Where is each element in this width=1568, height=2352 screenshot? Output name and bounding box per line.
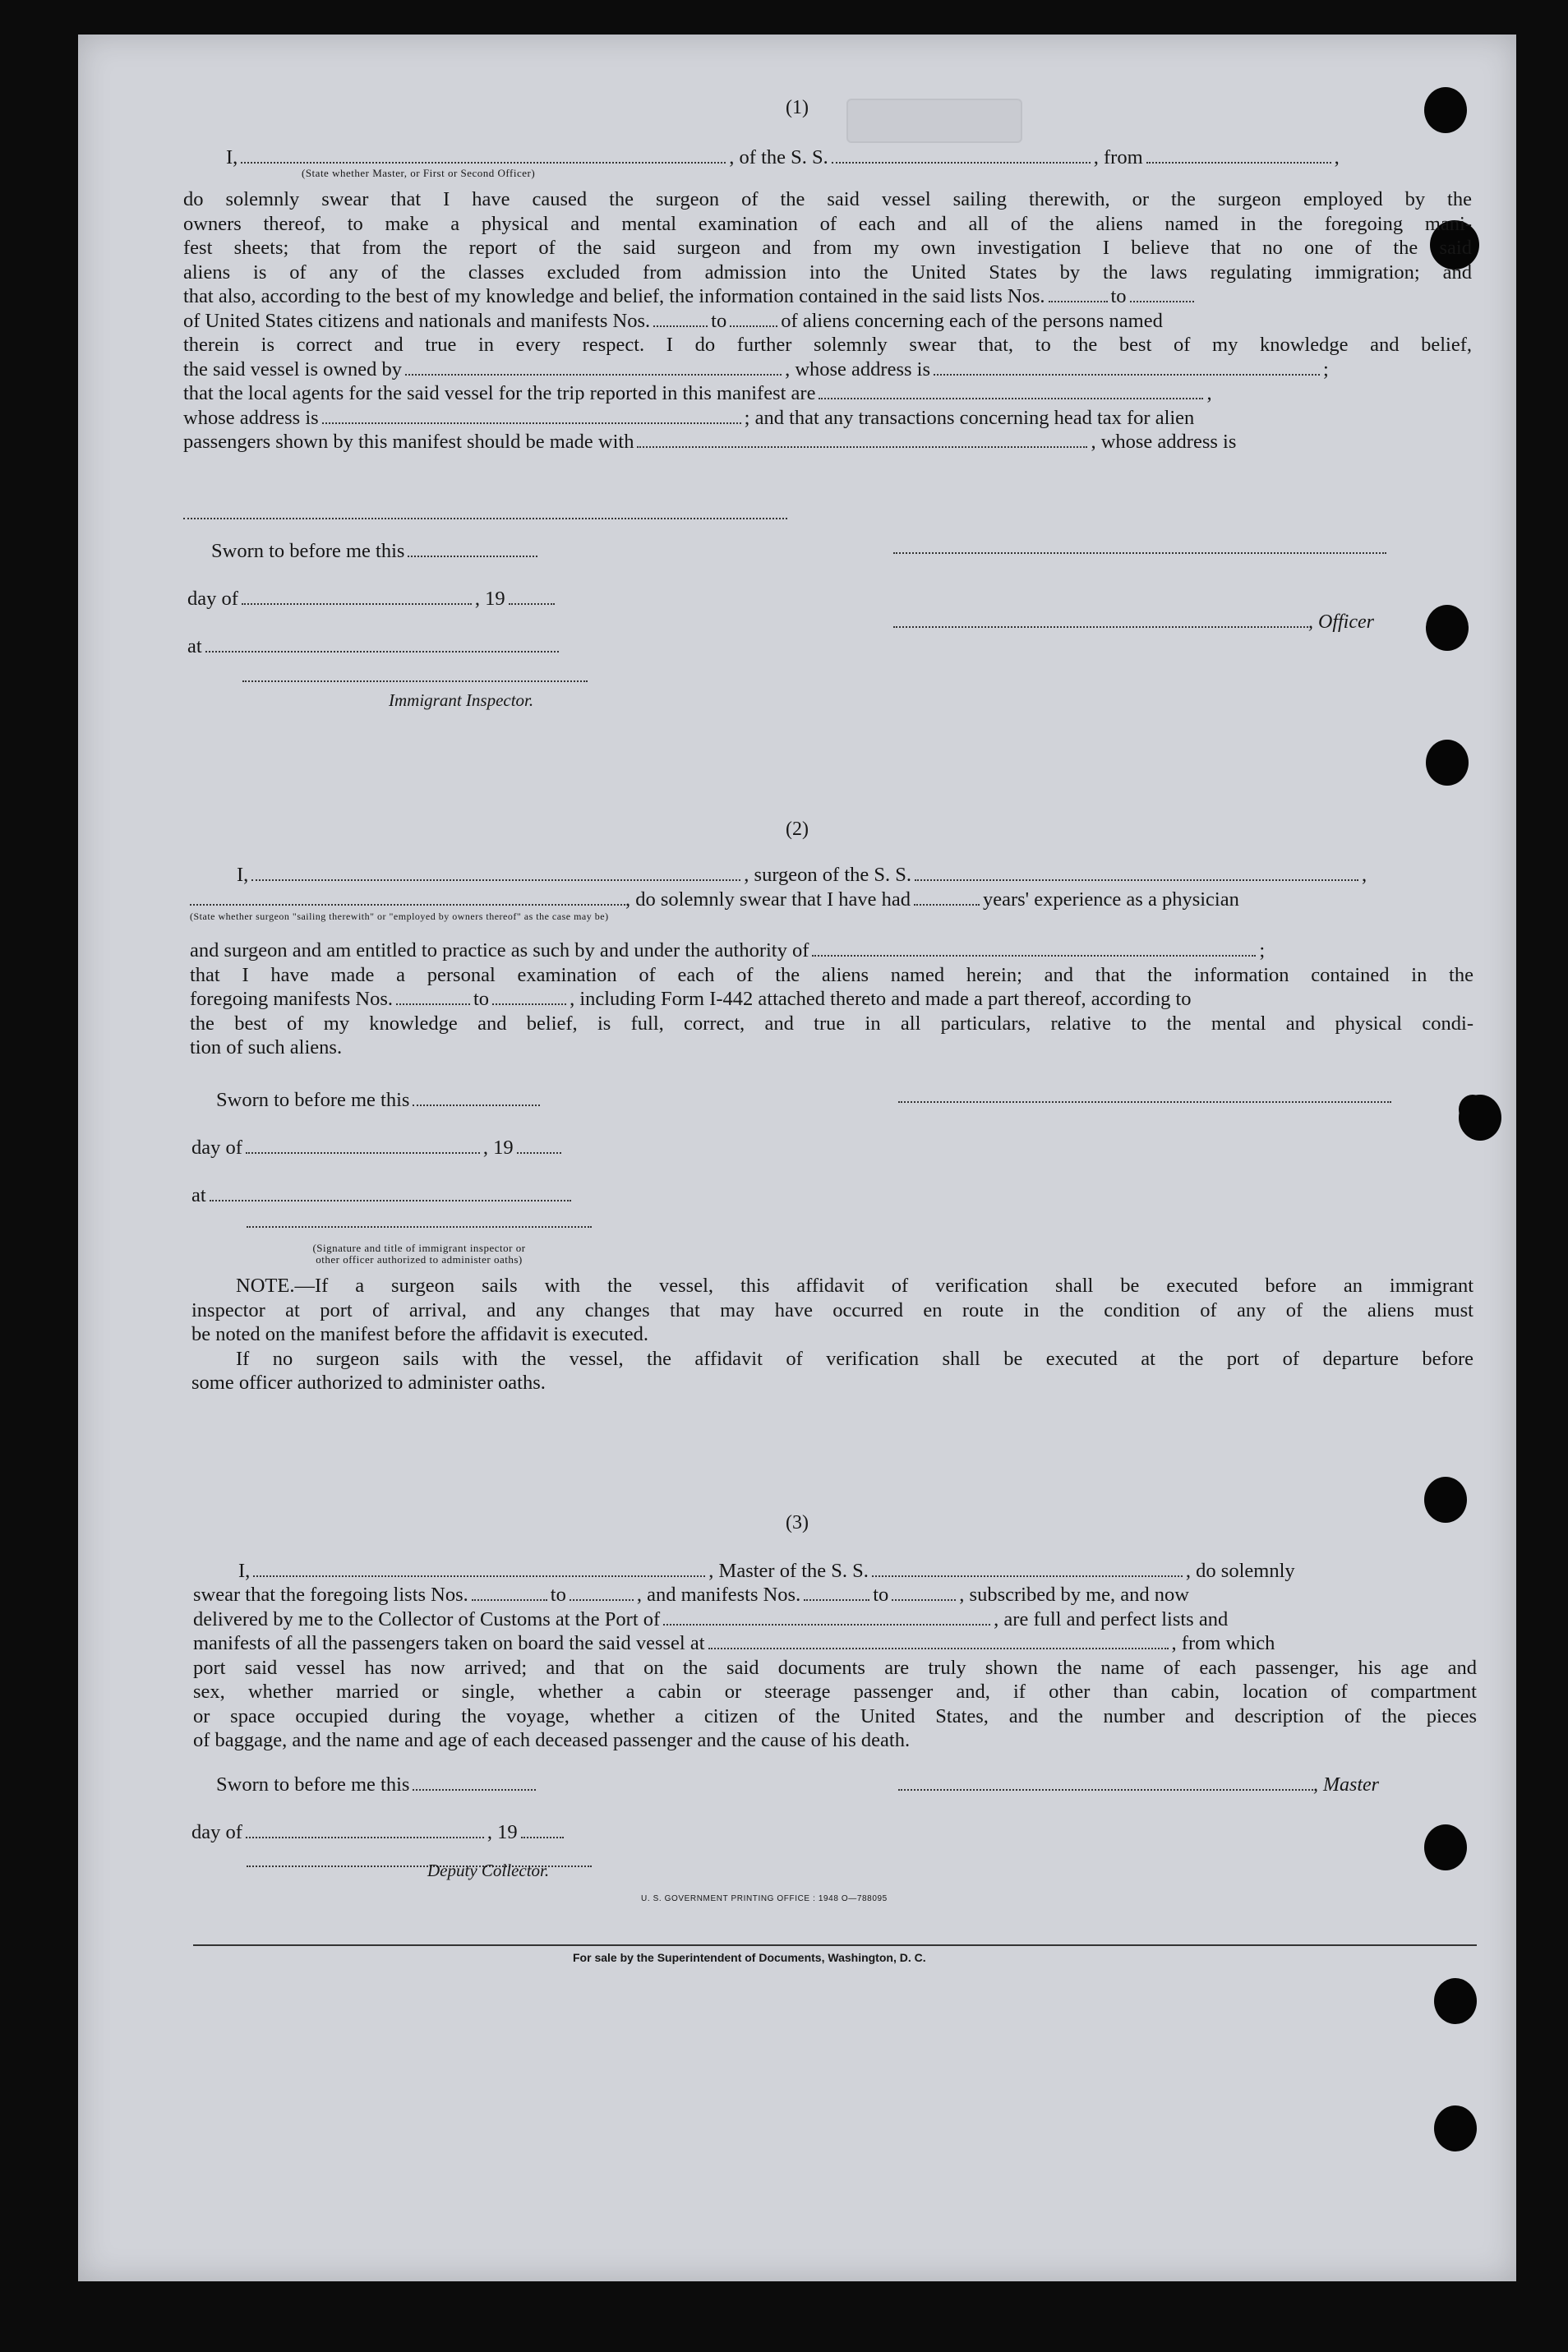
s3-day: day of , 19 — [191, 1820, 567, 1844]
s2-text-line: tion of such aliens. — [190, 1036, 343, 1058]
punch-hole — [1426, 740, 1469, 786]
note-line: inspector at port of arrival, and any changes that may have occurred en route in the condition of any of the aliens must — [191, 1298, 1473, 1321]
s1-text-line: that the local agents for the said vessel for the trip reported in this manifest are , — [183, 382, 1212, 404]
s1-text-line: passengers shown by this manifest should be made with , whose address is — [183, 431, 1237, 453]
s3-text-line: port said vessel has now arrived; and that on the said documents are truly shown the name of each passenger, his age and — [193, 1656, 1477, 1679]
s2-text-line: the best of my knowledge and belief, is full, correct, and true in all particulars, relative to the mental and physical condi- — [190, 1012, 1473, 1035]
s2-text-line: foregoing manifests Nos. to , including Form I-442 attached thereto and made a part thereof, according to — [190, 988, 1192, 1010]
s2-text-line: and surgeon and am entitled to practice as such by and under the authority of ; — [190, 939, 1266, 962]
s3-text-line: delivered by me to the Collector of Customs at the Port of , are full and perfect lists and — [193, 1607, 1229, 1630]
s3-collector: Deputy Collector. — [427, 1861, 550, 1880]
s1-text-line: therein is correct and true in every respect. I do further solemnly swear that, to the best of my knowledge and belief, — [183, 334, 1472, 356]
s1-line-1: I, , of the S. S. , from , — [226, 146, 1340, 168]
footer-rule — [193, 1944, 1477, 1946]
s1-text-line: aliens is of any of the classes excluded from admission into the United States by the laws regulating immigration; and — [183, 261, 1472, 284]
form-page — [78, 35, 1516, 2281]
s3-text-line: manifests of all the passengers taken on board the said vessel at , from which — [193, 1632, 1275, 1654]
s1-text-line: whose address is ; and that any transactions concerning head tax for alien — [183, 406, 1195, 429]
note-line: some officer authorized to administer oaths. — [191, 1372, 546, 1394]
s2-surgeon-note: (State whether surgeon "sailing therewith" or "employed by owners thereof" as the case may be) — [190, 911, 609, 922]
s1-text-line: of United States citizens and nationals and manifests Nos. to of aliens concerning each of the persons named — [183, 309, 1163, 332]
s1-text-line: the said vessel is owned by , whose address is ; — [183, 357, 1329, 380]
s2-sworn: Sworn to before me this — [216, 1088, 543, 1112]
s2-paragraph — [190, 938, 1473, 1060]
punch-hole — [1434, 1978, 1477, 2024]
s1-inspector-line — [242, 666, 588, 686]
s1-text-line: owners thereof, to make a physical and mental examination of each and all of the aliens named in the foregoing mani- — [183, 212, 1472, 235]
section-2-number: (2) — [786, 819, 809, 840]
section-1-number: (1) — [786, 97, 809, 118]
s2-signature-note: (Signature and title of immigrant inspector or other officer authorized to administer oaths) — [312, 1242, 526, 1266]
s2-text-line: that I have made a personal examination of each of the aliens named herein; and that the information contained in the — [190, 963, 1473, 986]
s3-text-line: swear that the foregoing lists Nos. to , and manifests Nos. to , subscribed by me, and now — [193, 1584, 1189, 1606]
s1-text-line: fest sheets; that from the report of the said surgeon and from my own investigation I believe that no one of the said — [183, 237, 1472, 259]
s1-text-line: that also, according to the best of my knowledge and belief, the information contained in the said lists Nos. to — [183, 284, 1472, 309]
s1-address-line — [183, 503, 787, 523]
s3-line-1: I, , Master of the S. S. , do solemnly — [238, 1560, 1295, 1582]
s2-line-1: I, , surgeon of the S. S. , — [237, 864, 1367, 886]
s1-paragraph — [183, 187, 1472, 454]
gpo-imprint: U. S. GOVERNMENT PRINTING OFFICE : 1948 O—788095 — [641, 1894, 888, 1903]
s1-at: at — [187, 634, 562, 658]
s2-at: at — [191, 1183, 574, 1207]
s2-note — [191, 1274, 1473, 1395]
s2-line-2: , do solemnly swear that I have had years' experience as a physician — [190, 888, 1239, 911]
s3-paragraph — [193, 1583, 1477, 1753]
s1-day: day of , 19 — [187, 587, 558, 611]
s1-officer: , Officer — [893, 610, 1374, 634]
section-3-number: (3) — [786, 1512, 809, 1533]
s2-signature-line — [898, 1086, 1393, 1107]
punch-hole — [1426, 605, 1469, 651]
s2-inspector-line — [247, 1211, 592, 1232]
punch-hole — [1459, 1095, 1501, 1141]
s3-text-line: or space occupied during the voyage, whether a citizen of the United States, and the number and description of the pieces — [193, 1704, 1477, 1727]
punch-hole — [1424, 1824, 1467, 1870]
note-line: NOTE.—If a surgeon sails with the vessel, this affidavit of verification shall be executed before an immigrant — [236, 1275, 1473, 1297]
note-line: be noted on the manifest before the affidavit is executed. — [191, 1323, 649, 1345]
s3-sworn: Sworn to before me this — [216, 1773, 539, 1796]
s3-text-line: sex, whether married or single, whether a cabin or steerage passenger and, if other than cabin, location of compartment — [193, 1681, 1477, 1703]
s1-officer-note: (State whether Master, or First or Second Officer) — [302, 167, 536, 179]
s1-sworn: Sworn to before me this — [211, 539, 541, 563]
sale-notice: For sale by the Superintendent of Documents, Washington, D. C. — [573, 1951, 926, 1964]
punch-hole — [1434, 2105, 1477, 2151]
s1-signature-line — [893, 537, 1390, 558]
s2-day: day of , 19 — [191, 1136, 565, 1160]
s1-inspector: Immigrant Inspector. — [389, 690, 534, 710]
s1-text-line: do solemnly swear that I have caused the surgeon of the said vessel sailing therewith, or the surgeon employed by the — [183, 188, 1472, 210]
s3-master: , Master — [898, 1773, 1379, 1797]
note-line: If no surgeon sails with the vessel, the affidavit of verification shall be executed at the port of departure before — [236, 1347, 1473, 1370]
s3-text-line: of baggage, and the name and age of each deceased passenger and the cause of his death. — [193, 1729, 911, 1751]
